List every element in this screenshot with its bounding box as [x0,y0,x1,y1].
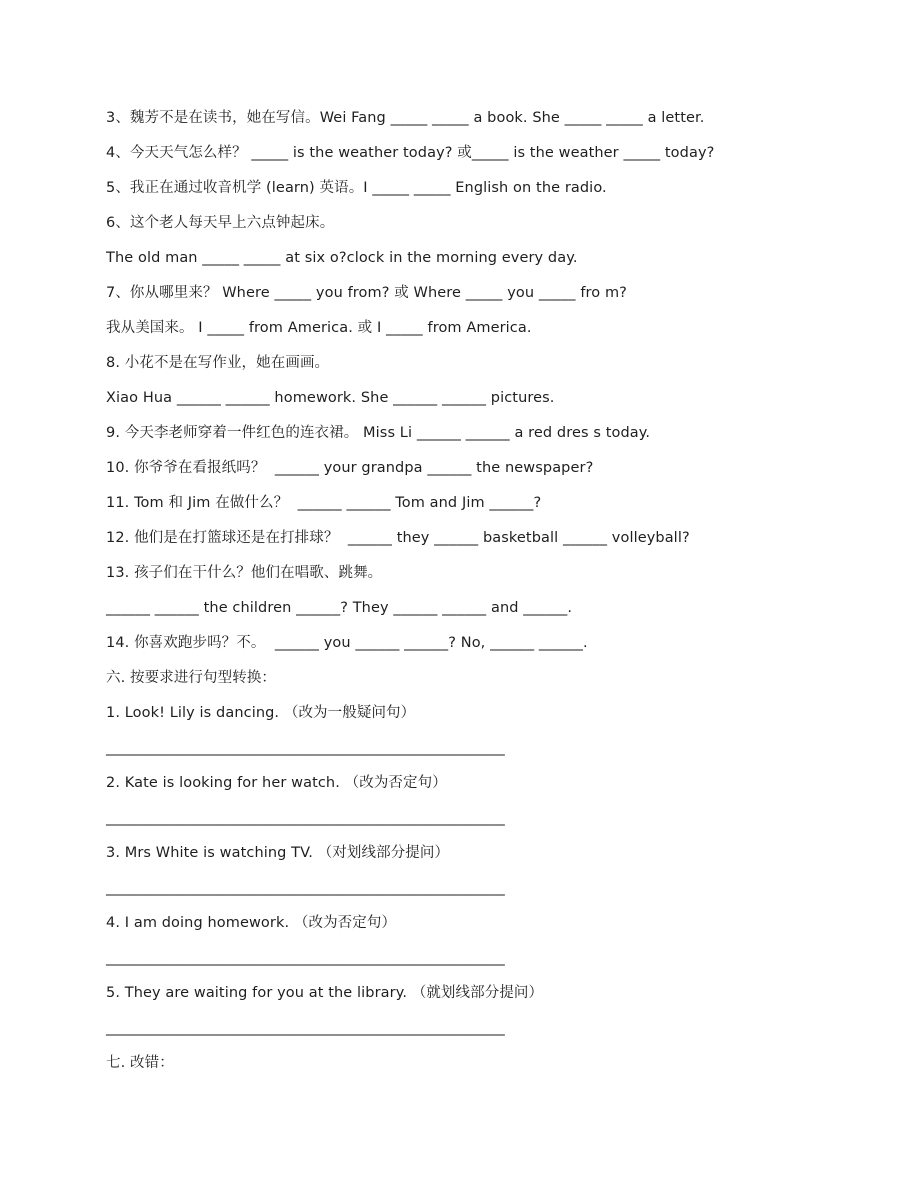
answer-blank-line-1: _______________________________________________________ [106,740,505,756]
fill-question-3: 3、魏芳不是在读书，她在写信。Wei Fang _____ _____ a book. She _____ _____ a letter. [106,110,705,126]
fill-question-7-answer: 我从美国来。 I _____ from America. 或 I _____ from America. [106,320,532,336]
fill-question-8-chinese: 8. 小花不是在写作业，她在画画。 [106,355,330,371]
fill-question-13-chinese: 13. 孩子们在干什么？他们在唱歌、跳舞。 [106,565,383,581]
fill-question-13-english: ______ ______ the children ______? They ______ ______ and ______. [106,600,573,616]
answer-blank-line-4: _______________________________________________________ [106,950,505,966]
transform-question-4: 4. I am doing homework. （改为否定句） [106,915,397,931]
fill-question-11: 11. Tom 和 Jim 在做什么？ ______ ______ Tom and Jim ______? [106,495,542,511]
transform-question-5: 5. They are waiting for you at the library. （就划线部分提问） [106,985,544,1001]
answer-blank-line-5: _______________________________________________________ [106,1020,505,1036]
transform-question-2: 2. Kate is looking for her watch. （改为否定句） [106,775,447,791]
fill-question-5: 5、我正在通过收音机学 (learn) 英语。I _____ _____ English on the radio. [106,180,607,196]
transform-question-1: 1. Look! Lily is dancing. （改为一般疑问句） [106,705,416,721]
fill-question-14: 14. 你喜欢跑步吗？不。 ______ you ______ ______? No, ______ ______. [106,635,588,651]
fill-question-4: 4、今天天气怎么样？ _____ is the weather today? 或_____ is the weather _____ today? [106,145,715,161]
fill-question-6-english: The old man _____ _____ at six o?clock in the morning every day. [106,250,578,266]
fill-question-8-english: Xiao Hua ______ ______ homework. She ______ ______ pictures. [106,390,555,406]
answer-blank-line-3: _______________________________________________________ [106,880,505,896]
section-7-heading: 七. 改错： [106,1055,174,1071]
fill-question-7: 7、你从哪里来？ Where _____ you from? 或 Where _____ you _____ fro m? [106,285,627,301]
fill-question-12: 12. 他们是在打篮球还是在打排球？ ______ they ______ basketball ______ volleyball? [106,530,690,546]
fill-question-9: 9. 今天李老师穿着一件红色的连衣裙。 Miss Li ______ ______ a red dres s today. [106,425,651,441]
section-6-heading: 六. 按要求进行句型转换： [106,670,277,686]
fill-question-6-chinese: 6、这个老人每天早上六点钟起床。 [106,215,335,231]
transform-question-3: 3. Mrs White is watching TV. （对划线部分提问） [106,845,450,861]
answer-blank-line-2: _______________________________________________________ [106,810,505,826]
fill-question-10: 10. 你爷爷在看报纸吗？ ______ your grandpa ______ the newspaper? [106,460,594,476]
